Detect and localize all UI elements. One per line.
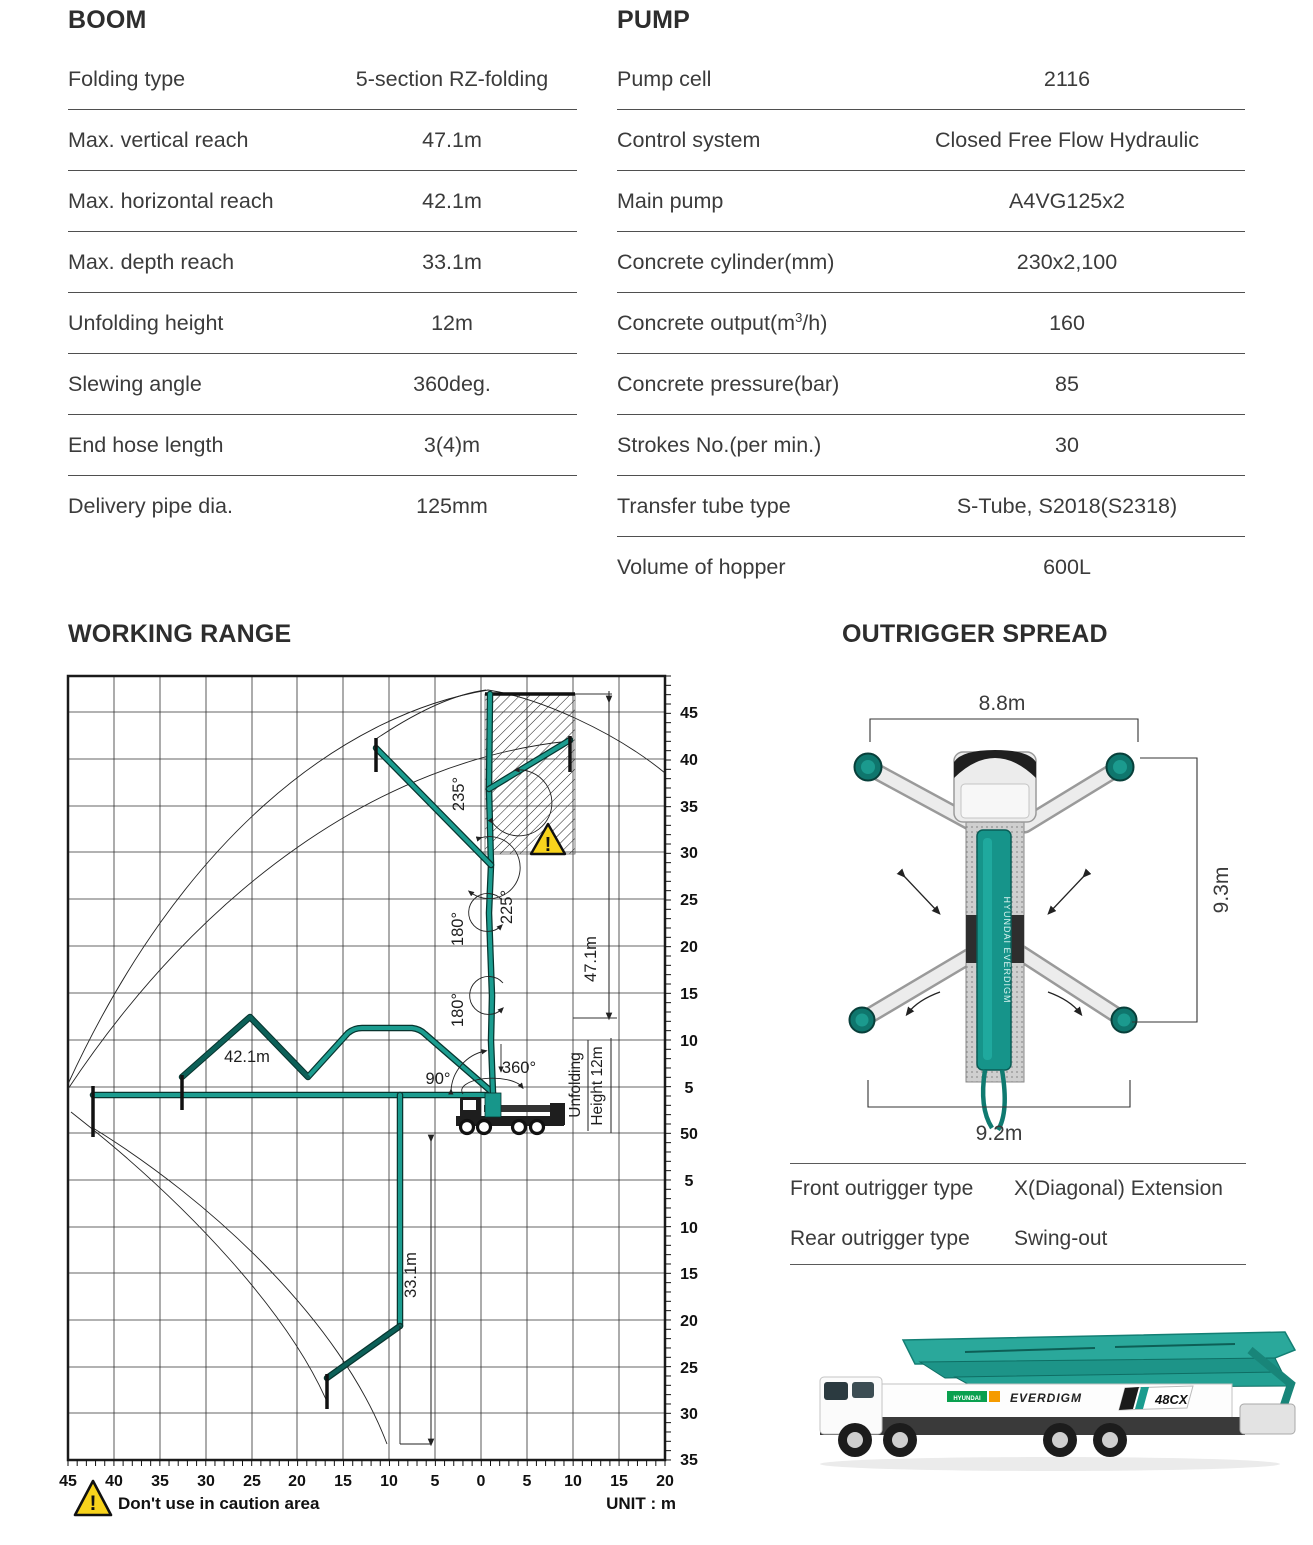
- y-tick-label: 40: [680, 752, 698, 769]
- angle-label-225: 225°: [498, 889, 516, 925]
- spec-value: 47.1m: [422, 127, 482, 152]
- y-tick-label: 10: [680, 1220, 698, 1237]
- spec-row: [68, 293, 577, 354]
- spec-row: [68, 110, 577, 171]
- x-tick-label: 25: [243, 1473, 261, 1490]
- rear-width-label: 9.2m: [975, 1122, 1023, 1145]
- y-tick-label: 25: [680, 892, 698, 909]
- spec-row: [617, 293, 1245, 354]
- spec-value: 33.1m: [422, 249, 482, 274]
- x-tick-label: 10: [380, 1473, 398, 1490]
- x-tick-label: 15: [334, 1473, 352, 1490]
- turret: [485, 1093, 501, 1117]
- spec-value: 600L: [1043, 555, 1091, 579]
- spec-label: Max. depth reach: [68, 249, 235, 274]
- spec-row: [617, 415, 1245, 476]
- outrigger-type-table: [790, 1163, 1246, 1265]
- spec-row: [617, 537, 1245, 598]
- spec-label: [617, 310, 827, 336]
- truck-body-text: HYUNDAI EVERDIGM: [1002, 896, 1012, 1004]
- spec-value: 125mm: [416, 494, 488, 518]
- spec-row: [617, 49, 1245, 110]
- outrigger-spread-title: OUTRIGGER SPREAD: [842, 620, 1108, 648]
- pump-section-title: PUMP: [617, 6, 691, 34]
- length-bracket: [1132, 758, 1197, 1022]
- angle-label-180-lower: 180°: [449, 992, 467, 1028]
- outrigger-row: [790, 1214, 1246, 1264]
- y-tick-label: 50: [680, 1126, 698, 1143]
- spec-label-part: /h): [802, 311, 828, 336]
- angle-label-360: 360°: [501, 1059, 537, 1077]
- angle-label-235: 235°: [450, 776, 468, 812]
- spec-value: A4VG125x2: [1009, 188, 1125, 213]
- spec-label: End hose length: [68, 432, 224, 457]
- x-tick-label: 40: [105, 1473, 123, 1490]
- truck-photo: [795, 1322, 1305, 1482]
- spec-row: [68, 171, 577, 232]
- y-tick-label: 10: [680, 1033, 698, 1050]
- vertical-reach-label: 47.1m: [582, 936, 600, 982]
- y-tick-label: 20: [680, 1313, 698, 1330]
- y-tick-label: 30: [680, 845, 698, 862]
- spec-label: Concrete cylinder(mm): [617, 249, 835, 274]
- spec-value: 230x2,100: [1016, 249, 1118, 274]
- x-tick-label: 35: [151, 1473, 169, 1490]
- brand-text: EVERDIGM: [1010, 1391, 1083, 1405]
- logo-text: HYUNDAI: [953, 1396, 981, 1402]
- spec-value: 5-section RZ-folding: [355, 66, 549, 91]
- spec-value: Closed Free Flow Hydraulic: [934, 127, 1200, 152]
- spec-label-part: Concrete output(m: [617, 311, 796, 336]
- spec-value: 30: [1055, 432, 1079, 457]
- spec-label: Unfolding height: [68, 310, 224, 335]
- spec-row: [68, 354, 577, 415]
- depth-reach-label: 33.1m: [402, 1252, 420, 1298]
- outrigger-row-value: Swing-out: [1014, 1227, 1108, 1250]
- spec-value: 360deg.: [413, 371, 491, 396]
- angle-label-180-upper: 180°: [449, 911, 467, 947]
- spec-row: [68, 49, 577, 110]
- x-tick-label: 10: [564, 1473, 582, 1490]
- working-range-chart: [60, 660, 720, 1540]
- spec-row: [617, 476, 1245, 537]
- hopper: [550, 1103, 565, 1125]
- x-tick-label: 20: [656, 1473, 674, 1490]
- front-width-label: 8.8m: [978, 692, 1026, 715]
- boom-pose-horizontal: [93, 1086, 493, 1137]
- boom-section-title: BOOM: [68, 6, 147, 34]
- spec-row: [617, 110, 1245, 171]
- y-tick-label: 20: [680, 939, 698, 956]
- x-tick-label: 0: [476, 1473, 486, 1490]
- boom-pose-diagonal: [376, 738, 491, 865]
- spec-label: Slewing angle: [68, 371, 202, 396]
- x-tick-label: 5: [522, 1473, 532, 1490]
- spec-value: 3(4)m: [423, 432, 481, 457]
- spec-value: 160: [1049, 310, 1085, 335]
- y-tick-label: 35: [680, 799, 698, 816]
- unfolding-height-label-1: Unfolding: [567, 1052, 584, 1118]
- y-axis-labels: [680, 705, 698, 1469]
- svg-text:!: !: [89, 1492, 97, 1515]
- pump-spec-table: [617, 49, 1245, 598]
- spec-value: S-Tube, S2018(S2318): [956, 493, 1178, 518]
- working-range-title: WORKING RANGE: [68, 620, 292, 648]
- length-label: 9.3m: [1210, 866, 1233, 914]
- truck-top-view: [954, 750, 1036, 1130]
- spec-label: Main pump: [617, 188, 724, 213]
- unit-note: UNIT : m: [606, 1494, 676, 1513]
- y-tick-label: 5: [684, 1173, 694, 1190]
- spec-row: [68, 476, 577, 537]
- y-tick-label: 35: [680, 1452, 698, 1469]
- unfolding-height-label-2: Height 12m: [589, 1046, 606, 1126]
- spec-label: Max. vertical reach: [68, 127, 249, 152]
- spec-label-sup: 3: [795, 309, 803, 325]
- y-tick-label: 15: [680, 986, 698, 1003]
- x-tick-label: 5: [430, 1473, 440, 1490]
- rear-width-bracket: [868, 1080, 1130, 1107]
- spec-label: Max. horizontal reach: [68, 188, 274, 213]
- spec-row: [617, 171, 1245, 232]
- caution-area: [485, 694, 575, 854]
- y-tick-label: 5: [684, 1080, 694, 1097]
- spec-value: 12m: [431, 310, 473, 335]
- outrigger-row-value: X(Diagonal) Extension: [1014, 1177, 1223, 1200]
- outrigger-row: [790, 1164, 1246, 1214]
- spec-row: [617, 354, 1245, 415]
- x-tick-label: 30: [197, 1473, 215, 1490]
- caution-note-text: Don't use in caution area: [118, 1494, 320, 1513]
- spec-label: Control system: [617, 127, 761, 152]
- boom-spec-table: [68, 49, 577, 537]
- spec-label: Strokes No.(per min.): [617, 432, 822, 457]
- y-tick-label: 30: [680, 1406, 698, 1423]
- hopper: [1240, 1404, 1295, 1434]
- horizontal-reach-label: 42.1m: [224, 1048, 270, 1066]
- spec-label: Concrete pressure(bar): [617, 371, 840, 396]
- angle-label-90: 90°: [425, 1070, 451, 1088]
- outrigger-row-label: Rear outrigger type: [790, 1227, 970, 1250]
- x-tick-label: 20: [288, 1473, 306, 1490]
- spec-row: [68, 415, 577, 476]
- spec-value: 85: [1055, 371, 1079, 396]
- spec-label: Transfer tube type: [617, 493, 791, 518]
- spec-value: 42.1m: [422, 188, 482, 213]
- spec-label: Folding type: [68, 66, 186, 91]
- spec-row: [617, 232, 1245, 293]
- x-axis-labels: [59, 1473, 674, 1490]
- model-text: 48CX: [1155, 1392, 1188, 1407]
- spec-label: Delivery pipe dia.: [68, 494, 233, 518]
- svg-text:!: !: [544, 834, 552, 856]
- spec-row: [68, 232, 577, 293]
- spec-label: Pump cell: [617, 66, 712, 91]
- x-tick-label: 45: [59, 1473, 77, 1490]
- y-tick-label: 45: [680, 705, 698, 722]
- truck-silhouette: [456, 1093, 565, 1134]
- outrigger-row-label: Front outrigger type: [790, 1177, 974, 1200]
- y-tick-label: 15: [680, 1266, 698, 1283]
- spec-label: Volume of hopper: [617, 555, 786, 579]
- x-tick-label: 15: [610, 1473, 628, 1490]
- front-width-bracket: [870, 719, 1138, 742]
- spec-value: 2116: [1043, 66, 1091, 91]
- y-tick-label: 25: [680, 1360, 698, 1377]
